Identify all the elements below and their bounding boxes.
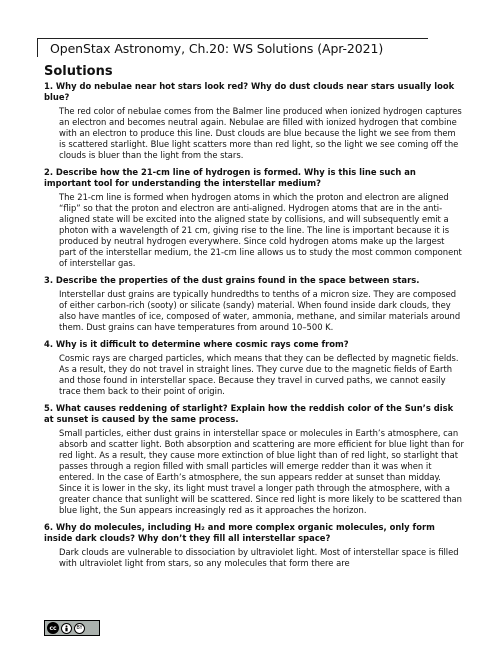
question-text: 2. Describe how the 21-cm line of hydrogen is formed. Why is this line such an important tool for understanding the interstellar medium? xyxy=(44,167,416,188)
cc-by-license-icon[interactable] xyxy=(44,620,100,636)
by-label: BY xyxy=(74,623,85,634)
license-icons xyxy=(61,623,85,634)
answer-text: Cosmic rays are charged particles, which means that they can be deflected by magnetic fields. As a result, they do not travel in straight lines. They curve due to the magnetic fields of Earth and those found in interstellar space. Because they travel in curved paths, we cannot easily trace them back to their point of origin. xyxy=(59,353,459,396)
section-title: Solutions xyxy=(44,64,113,79)
question-text: 4. Why is it difficult to determine where cosmic rays come from? xyxy=(44,339,349,349)
qa-item xyxy=(44,167,464,269)
answer-text: The 21-cm line is formed when hydrogen atoms in which the proton and electron are aligned “flip” so that the proton and electron are anti-aligned. Hydrogen atoms that are in the anti-aligned state will be excited into the aligned state by collisions, and will subsequently emit a photon with a wavelength of 21 cm, giving rise to the line. The line is important because it is produced by neutral hydrogen everywhere. Since cold hydrogen atoms make up the largest part of the interstellar medium, the 21-cm line allows us to study the most common component of interstellar gas. xyxy=(59,192,462,268)
qa-item xyxy=(44,81,464,161)
question-text: 3. Describe the properties of the dust grains found in the space between stars. xyxy=(44,275,420,285)
question-text: 5. What causes reddening of starlight? Explain how the reddish color of the Sun’s disk at sunset is caused by the same process. xyxy=(44,403,454,424)
qa-item xyxy=(44,522,464,569)
document-body xyxy=(44,64,464,575)
qa-item xyxy=(44,339,464,397)
answer-text: Interstellar dust grains are typically hundredths to tenths of a micron size. They are composed of either carbon-rich (sooty) or silicate (sandy) material. When found inside dark clouds, they also have mantles of ice, composed of water, ammonia, methane, and similar materials around them. Dust grains can have temperatures from around 10–500 K. xyxy=(59,289,461,332)
page-header xyxy=(37,38,428,57)
answer-text: Dark clouds are vulnerable to dissociation by ultraviolet light. Most of interstellar space is filled with ultraviolet light from stars, so any molecules that form there are xyxy=(59,547,459,568)
qa-item xyxy=(44,403,464,516)
document-title: OpenStax Astronomy, Ch.20: WS Solutions (Apr-2021) xyxy=(50,41,384,56)
cc-icon: cc xyxy=(47,622,59,634)
qa-item xyxy=(44,275,464,333)
question-text: 1. Why do nebulae near hot stars look red? Why do dust clouds near stars usually look blue? xyxy=(44,81,455,102)
answer-text: Small particles, either dust grains in interstellar space or molecules in Earth’s atmosphere, can absorb and scatter light. Both absorption and scattering are more efficient for blue light than for red light. As a result, they cause more extinction of blue light than of red light, so starlight that passes through a region filled with small particles will emerge redder than it was when it entered. In the case of Earth’s atmosphere, the sun appears redder at sunset than midday. Since it is lower in the sky, its light must travel a longer path through the atmosphere, with a greater chance that sunlight will be scattered. Since red light is more likely to be scattered than blue light, the Sun appears increasingly red as it approaches the horizon. xyxy=(59,428,464,515)
question-text: 6. Why do molecules, including H₂ and more complex organic molecules, only form inside dark clouds? Why don’t they fill all interstellar space? xyxy=(44,522,435,543)
answer-text: The red color of nebulae comes from the Balmer line produced when ionized hydrogen captures an electron and becomes neutral again. Nebulae are filled with ionized hydrogen that combine with an electron to produce this line. Dust clouds are blue because the light we see from them is scattered starlight. Blue light scatters more than red light, so the light we see coming off the clouds is bluer than the light from the stars. xyxy=(59,106,462,160)
attribution-icon xyxy=(61,623,72,634)
